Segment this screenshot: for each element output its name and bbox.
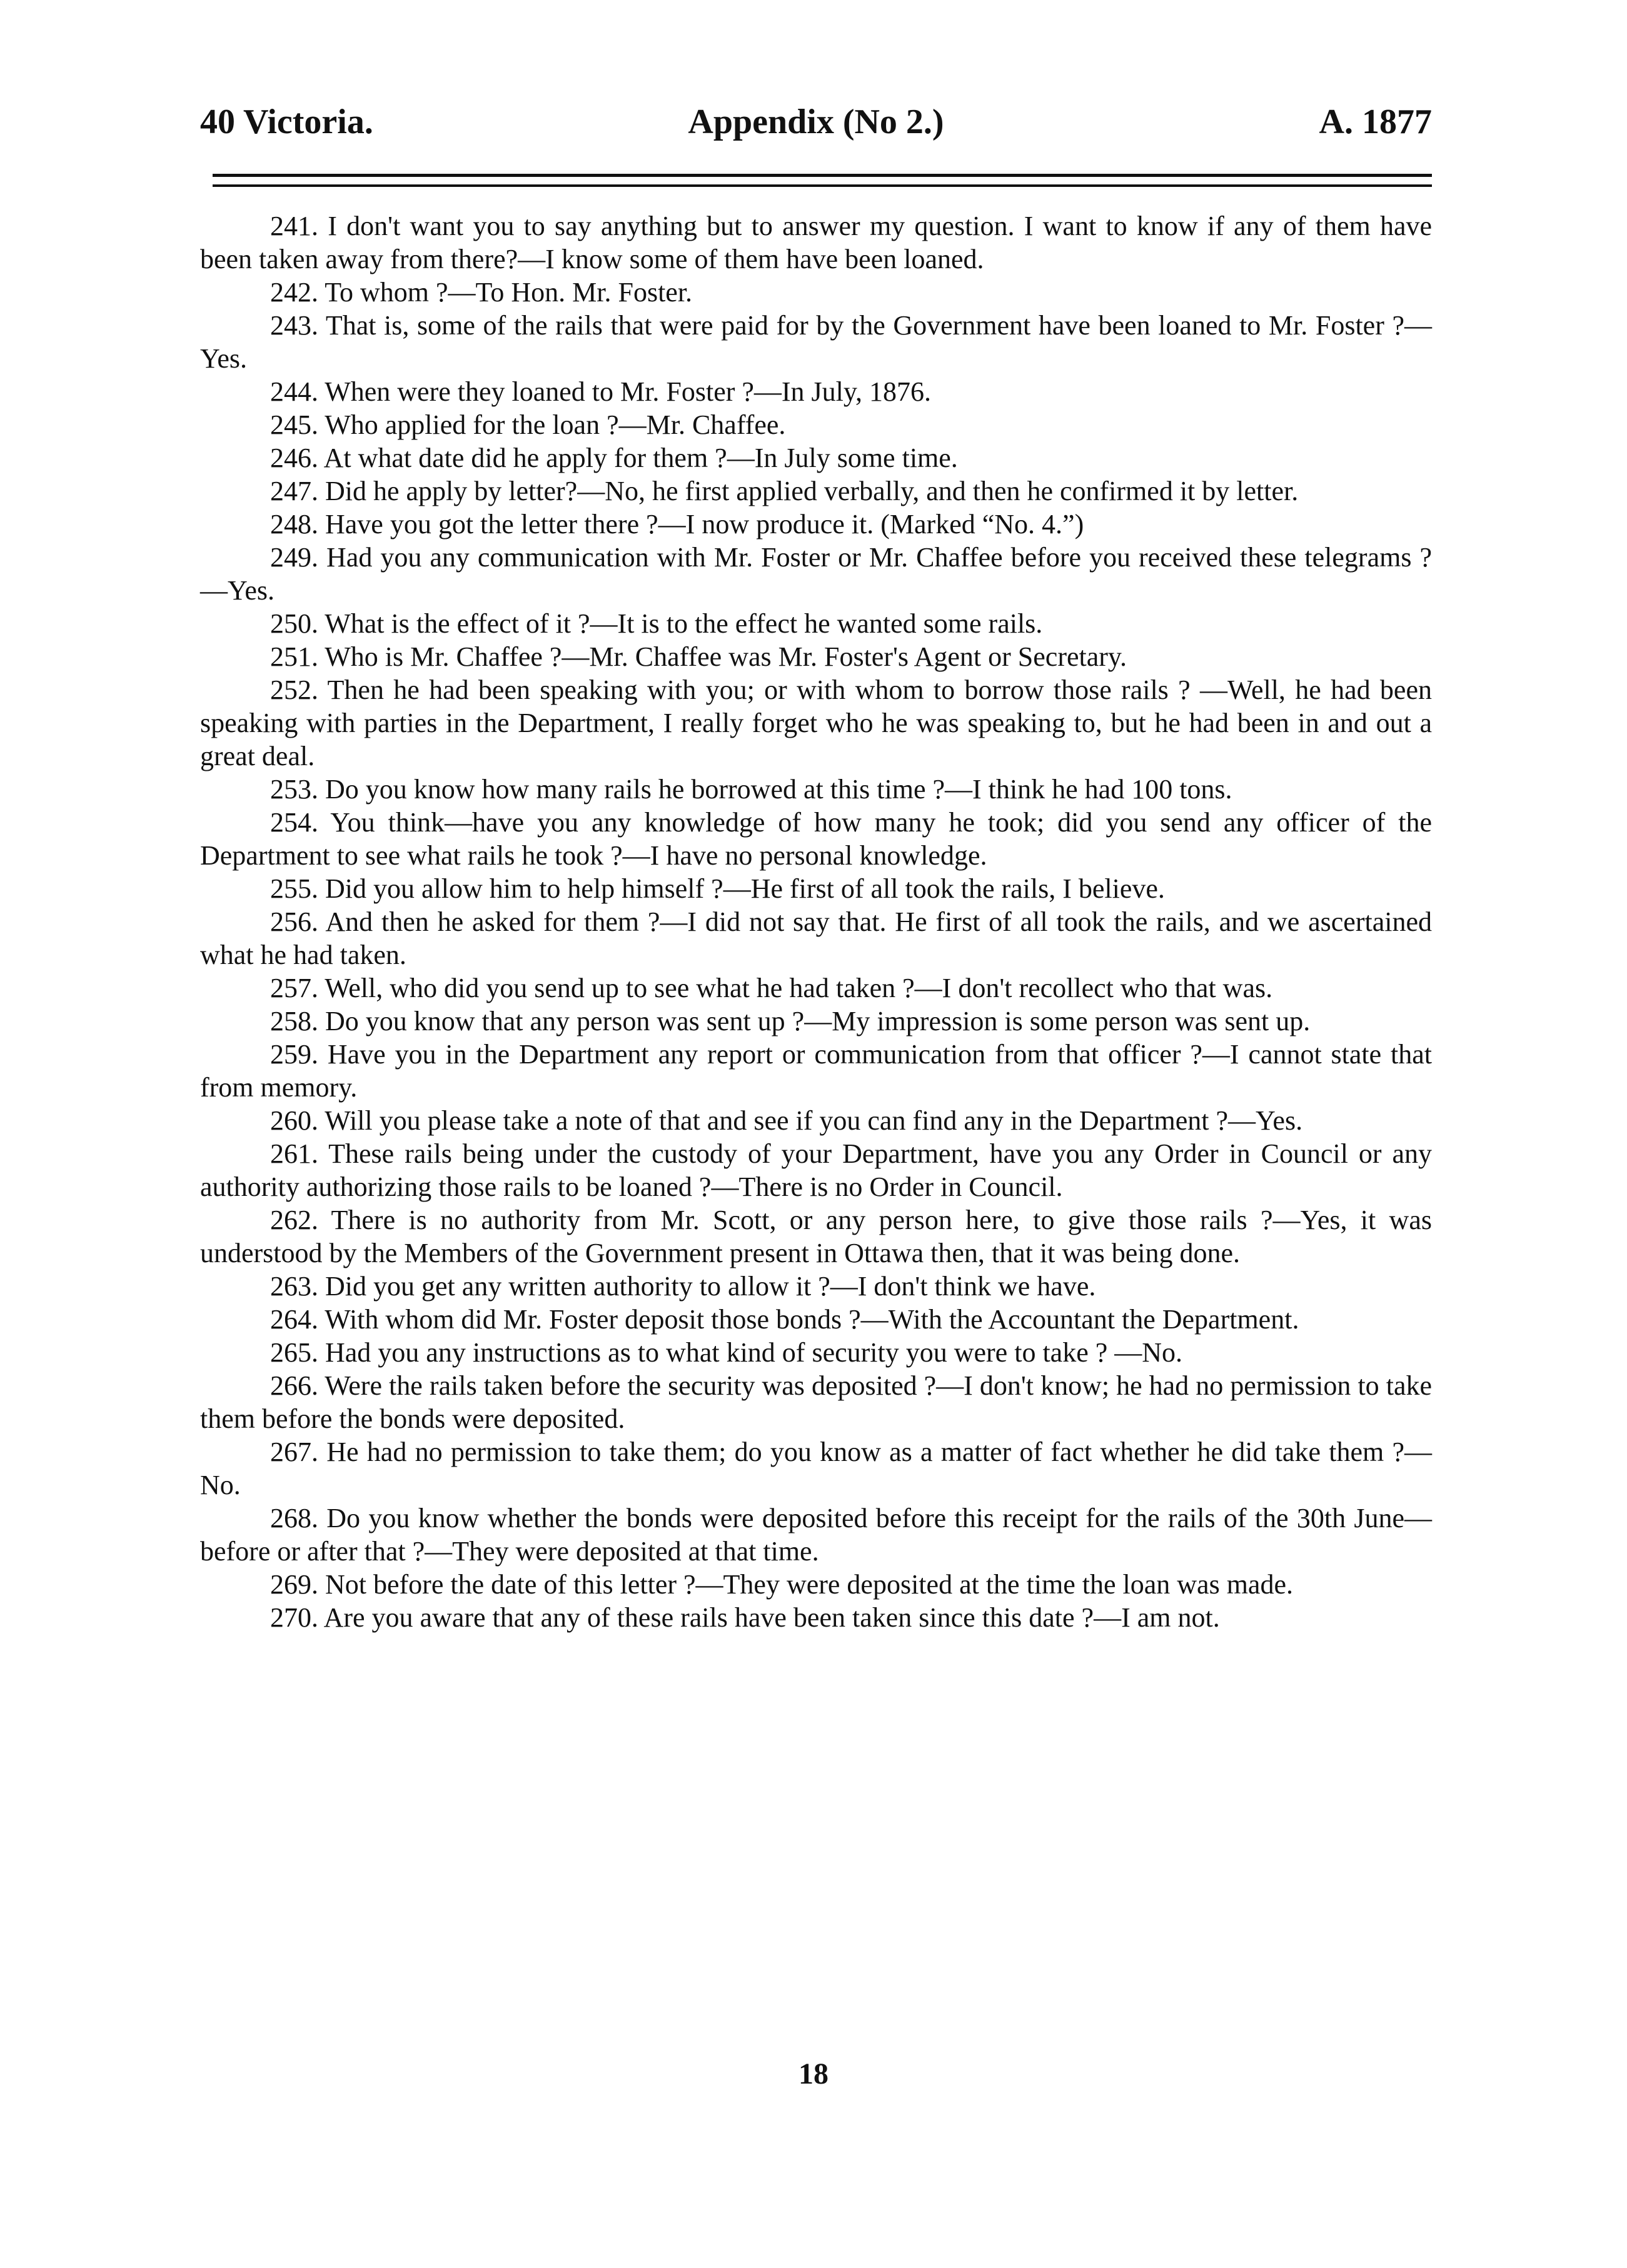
testimony-entry [200,1435,1432,1502]
entry-text: Do you know whether the bonds were deposited before this receipt for the rails of the 30th June—before or after that ?—They were deposited at that time. [200,1503,1432,1567]
entry-number: 257. [270,973,318,1003]
entry-number: 265. [270,1337,318,1368]
entry-number: 243. [270,310,318,341]
testimony-entry [200,872,1432,905]
entry-number: 266. [270,1370,318,1401]
entry-number: 244. [270,376,318,407]
entry-number: 245. [270,409,318,440]
testimony-entry [200,1038,1432,1104]
entry-text: When were they loaned to Mr. Foster ?—In July, 1876. [325,376,932,407]
testimony-entry [200,1303,1432,1336]
entry-number: 247. [270,476,318,506]
testimony-entry [200,1270,1432,1303]
entry-text: Do you know that any person was sent up ?—My impression is some person was sent up. [325,1006,1311,1036]
testimony-entry [200,1568,1432,1601]
entry-text: Are you aware that any of these rails have been taken since this date ?—I am not. [323,1602,1220,1633]
entry-text: Did he apply by letter?—No, he first applied verbally, and then he confirmed it by letter. [325,476,1299,506]
entry-text: That is, some of the rails that were paid for by the Government have been loaned to Mr. Foster ?—Yes. [200,310,1432,374]
entry-number: 250. [270,608,318,639]
entry-text: Will you please take a note of that and see if you can find any in the Department ?—Yes. [325,1105,1303,1136]
entry-number: 270. [270,1602,318,1633]
entry-number: 241. [270,211,318,241]
testimony-entry [200,673,1432,773]
entry-number: 255. [270,873,318,904]
testimony-entry [200,1137,1432,1203]
entry-number: 264. [270,1304,318,1335]
entry-text: I don't want you to say anything but to answer my question. I want to know if any of them have been taken away from there?—I know some of them have been loaned. [200,211,1432,274]
entry-text: You think—have you any knowledge of how many he took; did you send any officer of the Department to see what rails he took ?—I have no personal knowledge. [200,807,1432,871]
testimony-entry [200,640,1432,673]
entry-text: Did you allow him to help himself ?—He first of all took the rails, I believe. [325,873,1165,904]
page-number: 18 [798,2057,829,2090]
entry-number: 246. [270,443,318,473]
testimony-entry [200,905,1432,971]
entry-text: What is the effect of it ?—It is to the effect he wanted some rails. [325,608,1043,639]
entry-text: With whom did Mr. Foster deposit those bonds ?—With the Accountant the Department. [325,1304,1299,1335]
entry-text: Had you any communication with Mr. Foster or Mr. Chaffee before you received these telegrams ?—Yes. [200,542,1432,606]
testimony-entry [200,1104,1432,1137]
testimony-entry [200,441,1432,474]
entry-number: 248. [270,509,318,539]
entry-number: 256. [270,906,318,937]
entry-text: And then he asked for them ?—I did not say that. He first of all took the rails, and we ascertained what he had taken. [200,906,1432,970]
header-volume: 40 Victoria. [200,103,373,141]
running-header [200,94,1432,150]
testimony-entry [200,1203,1432,1270]
testimony-entry [200,375,1432,408]
entry-number: 258. [270,1006,318,1036]
entry-number: 252. [270,675,318,705]
testimony-entry [200,773,1432,806]
entry-text: These rails being under the custody of your Department, have you any Order in Council or any authority authorizing those rails to be loaned ?—There is no Order in Council. [200,1138,1432,1202]
entry-text: Not before the date of this letter ?—They were deposited at the time the loan was made. [325,1569,1293,1600]
entry-text: There is no authority from Mr. Scott, or any person here, to give those rails ?—Yes, it was understood by the Members of the Government present in Ottawa then, that it was being done. [200,1205,1432,1268]
entry-text: Who is Mr. Chaffee ?—Mr. Chaffee was Mr. Foster's Agent or Secretary. [325,641,1127,672]
entry-text: Then he had been speaking with you; or with whom to borrow those rails ? —Well, he had been speaking with parties in the Department, I really forget who he was speaking to, but he had been in and out a great deal. [200,675,1432,771]
testimony-entry [200,474,1432,508]
testimony-entry [200,276,1432,309]
entry-number: 260. [270,1105,318,1136]
header-rule-bottom [213,184,1432,187]
entry-text: At what date did he apply for them ?—In July some time. [323,443,958,473]
entry-number: 261. [270,1138,318,1169]
entry-number: 254. [270,807,318,838]
testimony-entry [200,1369,1432,1435]
entry-number: 249. [270,542,318,573]
entry-text: Did you get any written authority to allow it ?—I don't think we have. [325,1271,1096,1302]
entry-text: To whom ?—To Hon. Mr. Foster. [325,277,693,308]
entry-text: He had no permission to take them; do you know as a matter of fact whether he did take them ?—No. [200,1437,1432,1500]
entry-text: Who applied for the loan ?—Mr. Chaffee. [325,409,786,440]
entry-number: 251. [270,641,318,672]
testimony-body [200,209,1432,1634]
entry-text: Had you any instructions as to what kind of security you were to take ? —No. [325,1337,1183,1368]
header-rule-top [213,174,1432,177]
entry-number: 242. [270,277,318,308]
testimony-entry [200,541,1432,607]
testimony-entry [200,971,1432,1005]
header-year: A. 1877 [1319,103,1432,141]
testimony-entry [200,1336,1432,1369]
header-appendix-title: Appendix (No 2.) [688,103,944,141]
testimony-entry [200,508,1432,541]
testimony-entry [200,607,1432,640]
entry-text: Were the rails taken before the security was deposited ?—I don't know; he had no permission to take them before the bonds were deposited. [200,1370,1433,1434]
testimony-entry [200,1502,1432,1568]
entry-text: Have you in the Department any report or communication from that officer ?—I cannot state that from memory. [200,1039,1433,1103]
testimony-entry [200,1005,1432,1038]
entry-number: 267. [270,1437,318,1467]
entry-number: 269. [270,1569,318,1600]
entry-number: 253. [270,774,318,805]
entry-text: Well, who did you send up to see what he had taken ?—I don't recollect who that was. [325,973,1273,1003]
entry-number: 259. [270,1039,318,1070]
testimony-entry [200,408,1432,441]
entry-number: 262. [270,1205,318,1235]
testimony-entry [200,309,1432,375]
testimony-entry [200,1601,1432,1634]
entry-text: Have you got the letter there ?—I now produce it. (Marked “No. 4.”) [325,509,1084,539]
testimony-entry [200,806,1432,872]
entry-text: Do you know how many rails he borrowed at this time ?—I think he had 100 tons. [325,774,1232,805]
testimony-entry [200,209,1432,276]
entry-number: 263. [270,1271,318,1302]
entry-number: 268. [270,1503,318,1533]
